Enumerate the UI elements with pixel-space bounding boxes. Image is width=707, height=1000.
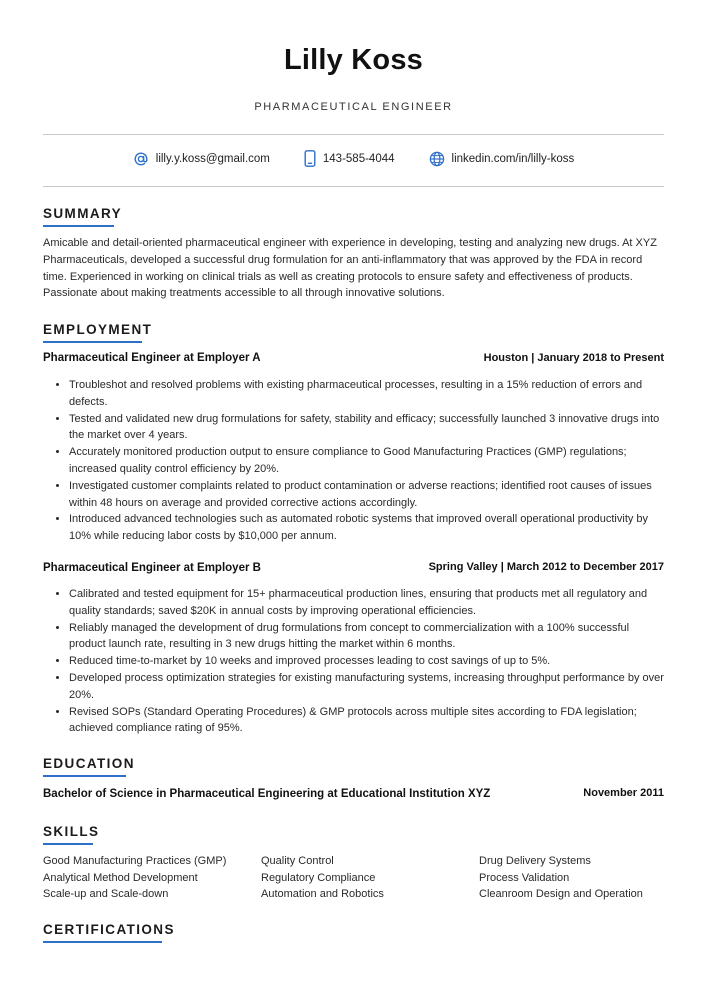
skill-item: Automation and Robotics	[261, 888, 384, 901]
header-divider-top	[43, 134, 664, 135]
phone-icon	[304, 150, 316, 167]
summary-underline	[43, 225, 114, 227]
job-bullet: • Calibrated and tested equipment for 15+ pharmaceutical production lines, ensuring that products met all regulatory and quality standards; saved $20K in annual costs by improving operational efficiencies.	[69, 586, 664, 620]
summary-heading: SUMMARY	[43, 206, 123, 221]
contact-email-text: lilly.y.koss@gmail.com	[155, 152, 270, 165]
employment-heading: EMPLOYMENT	[43, 322, 153, 337]
skills-underline	[43, 843, 93, 845]
education-date: November 2011	[583, 787, 664, 799]
skill-item: Regulatory Compliance	[261, 871, 376, 884]
job-bullet: • Reduced time-to-market by 10 weeks and improved processes leading to cost savings of up to 5%.	[69, 653, 664, 670]
candidate-role: PHARMACEUTICAL ENGINEER	[254, 101, 453, 113]
skill-item: Drug Delivery Systems	[479, 855, 591, 867]
skills-heading: SKILLS	[43, 824, 100, 839]
skill-item: Analytical Method Development	[43, 871, 198, 884]
skill-item: Cleanroom Design and Operation	[479, 888, 643, 901]
contact-email[interactable]	[133, 150, 270, 167]
employment-underline	[43, 341, 142, 343]
certifications-underline	[43, 941, 162, 943]
education-heading: EDUCATION	[43, 756, 135, 771]
job-bullet: • Tested and validated new drug formulations for safety, stability and efficacy; successfully launched 3 innovative drugs into the market over 4 years.	[69, 411, 664, 445]
job-bullet: • Reliably managed the development of drug formulations from concept to commercialization with a 100% successful product launch rate, resulting in 3 new drugs hitting the market within 6 months.	[69, 620, 664, 654]
header-divider-bottom	[43, 186, 664, 187]
candidate-name: Lilly Koss	[284, 44, 423, 76]
job-bullets	[43, 377, 664, 545]
contact-bar	[0, 150, 707, 167]
skill-item: Process Validation	[479, 871, 570, 884]
job-bullet: • Investigated customer complaints related to product contamination or adverse reactions; identified root causes of issues within 48 hours on average and provided corrective actions accordingly.	[69, 478, 664, 512]
education-degree: Bachelor of Science in Pharmaceutical Engineering at Educational Institution XYZ	[43, 788, 491, 800]
contact-linkedin[interactable]	[429, 150, 575, 167]
summary-text: Amicable and detail-oriented pharmaceutical engineer with experience in developing, testing and analyzing new drugs. At XYZ Pharmaceuticals, developed a successful drug formulation for an anti-inflammatory that was approved by the FDA in record time. Experienced in working on clinical trials as well as creating protocols to ensure safety and effectiveness of products. Passionate about making treatments accessible to all through innovative solutions.	[43, 237, 657, 300]
education-underline	[43, 775, 126, 777]
job-bullet: • Accurately monitored production output to ensure compliance to Good Manufacturing Practices (GMP) regulations; increased quality control efficiency by 20%.	[69, 444, 664, 478]
contact-phone-text: 143-585-4044	[322, 152, 395, 165]
job-bullet: • Troubleshot and resolved problems with existing pharmaceutical processes, resulting in a 15% reduction of errors and defects.	[69, 377, 664, 411]
certifications-heading: CERTIFICATIONS	[43, 922, 175, 937]
job-location-dates: Spring Valley | March 2012 to December 2017	[428, 561, 664, 573]
job-bullets	[43, 586, 664, 737]
job-location-dates: Houston | January 2018 to Present	[483, 352, 664, 364]
globe-icon	[429, 151, 445, 167]
job-bullet: • Revised SOPs (Standard Operating Procedures) & GMP protocols across multiple sites according to FDA legislation; achieved compliance rating of 95%.	[69, 704, 664, 738]
job-bullet: • Introduced advanced technologies such as automated robotic systems that improved overall operational productivity by 10% while reducing labor costs by $10,000 per annum.	[69, 511, 664, 545]
skills-grid	[43, 853, 664, 903]
contact-linkedin-text: linkedin.com/in/lilly-koss	[451, 152, 575, 165]
job-bullet: • Developed process optimization strategies for existing manufacturing systems, increasing throughput performance by over 20%.	[69, 670, 664, 704]
at-sign-icon	[133, 151, 149, 167]
contact-phone[interactable]	[304, 150, 395, 167]
skill-item: Scale-up and Scale-down	[43, 888, 169, 901]
job-title: Pharmaceutical Engineer at Employer B	[43, 562, 261, 574]
skill-item: Quality Control	[261, 855, 334, 867]
job-title: Pharmaceutical Engineer at Employer A	[43, 352, 261, 364]
skill-item: Good Manufacturing Practices (GMP)	[43, 855, 227, 867]
